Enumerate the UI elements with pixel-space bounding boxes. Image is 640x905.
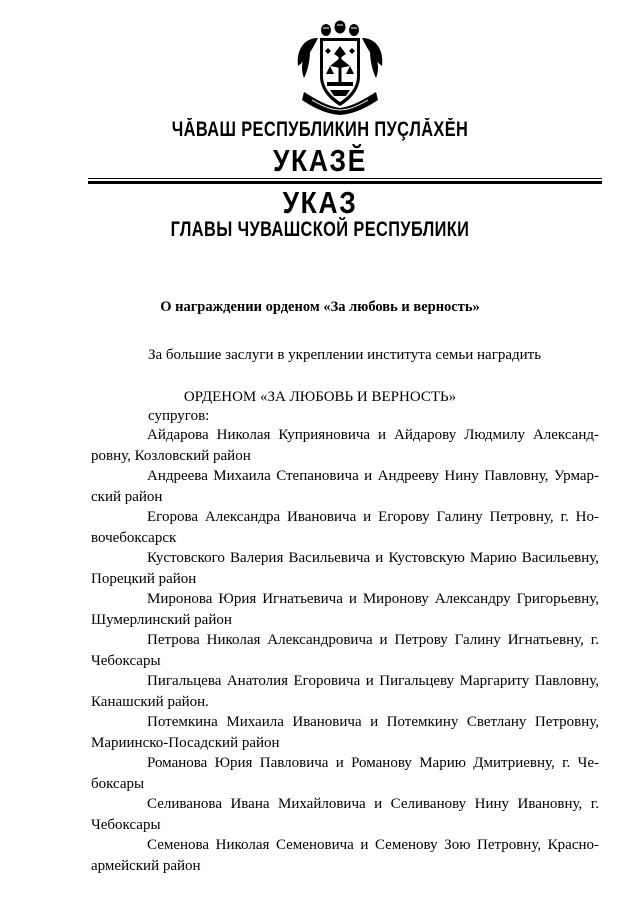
coat-of-arms-icon xyxy=(290,20,390,116)
awardee-item: Потемкина Михаила Ивановича и Потемкину Светлану Петровну, Мариинско-Посадский район xyxy=(91,714,599,751)
russian-decree-title: УКАЗ xyxy=(282,185,358,220)
awardee-item: Кустовского Валерия Васильевича и Кустовскую Марию Васильевну, Порецкий район xyxy=(91,550,599,587)
awardee-item: Андреева Михаила Степановича и Андрееву Нину Павловну, Урмарский район xyxy=(91,468,599,505)
awardee-item: Семенова Николая Семеновича и Семенову Зою Петровну, Красноармейский район xyxy=(91,837,599,874)
order-name: ОРДЕНОМ «ЗА ЛЮБОВЬ И ВЕРНОСТЬ» xyxy=(183,389,457,405)
decree-subject: О награждении орденом «За любовь и верность» xyxy=(160,299,480,315)
awardee-item: Романова Юрия Павловича и Романову Марию Дмитриевну, г. Чебоксары xyxy=(91,755,599,792)
spouses-label: супругов: xyxy=(148,408,210,424)
header-divider-thick xyxy=(88,181,602,184)
awardee-item: Егорова Александра Ивановича и Егорову Галину Петровну, г. Новочебоксарск xyxy=(91,509,599,546)
chuvash-decree-title: УКАЗĔ xyxy=(272,143,368,178)
decree-intro: За большие заслуги в укреплении института семьи наградить xyxy=(148,347,542,363)
russian-republic-head-title: ГЛАВЫ ЧУВАШСКОЙ РЕСПУБЛИКИ xyxy=(170,218,470,241)
awardee-item: Миронова Юрия Игнатьевича и Миронову Александру Григорьевну, Шумерлинский район xyxy=(91,591,599,628)
awardee-item: Пигальцева Анатолия Егоровича и Пигальцеву Маргариту Павловну, Канашский район. xyxy=(91,673,599,710)
awardee-item: Айдарова Николая Куприяновича и Айдарову Людмилу Александровну, Козловский район xyxy=(91,427,599,464)
awardee-item: Селиванова Ивана Михайловича и Селиванову Нину Ивановну, г. Чебоксары xyxy=(91,796,599,833)
header-divider-thin xyxy=(88,178,602,179)
awardee-item: Петрова Николая Александровича и Петрову Галину Игнатьевну, г. Чебоксары xyxy=(91,632,599,669)
awardees-list xyxy=(91,425,599,876)
chuvash-republic-head-title: ЧĂВАШ РЕСПУБЛИКИН ПУÇЛĂХĔН xyxy=(171,118,469,141)
